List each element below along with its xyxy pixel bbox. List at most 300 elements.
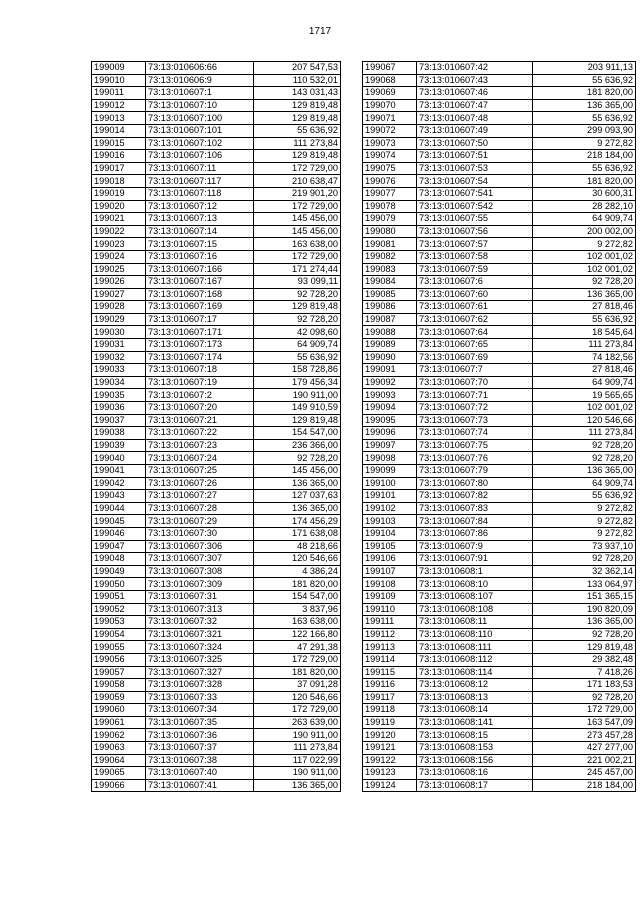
cadastral-number-cell: 73:13:010607:6 [417,276,533,289]
cadastral-value-cell: 263 639,00 [254,716,341,729]
cadastral-value-cell: 55 636,92 [533,490,636,503]
record-number-cell: 199124 [363,779,417,792]
cadastral-value-cell: 55 636,92 [533,313,636,326]
cadastral-number-cell: 73:13:010607:166 [146,263,254,276]
table-row [363,351,636,364]
record-number-cell: 199122 [363,754,417,767]
table-row [92,590,341,603]
record-number-cell: 199014 [92,124,146,137]
record-number-cell: 199035 [92,389,146,402]
table-row [92,187,341,200]
cadastral-value-cell: 163 638,00 [254,616,341,629]
record-number-cell: 199107 [363,565,417,578]
record-number-cell: 199046 [92,527,146,540]
record-number-cell: 199113 [363,641,417,654]
table-row [363,263,636,276]
record-number-cell: 199053 [92,616,146,629]
cadastral-value-cell: 179 456,34 [254,376,341,389]
cadastral-value-cell: 273 457,28 [533,729,636,742]
record-number-cell: 199023 [92,238,146,251]
table-row [363,578,636,591]
table-row [363,276,636,289]
table-row [92,502,341,515]
table-row [92,326,341,339]
record-number-cell: 199031 [92,339,146,352]
cadastral-number-cell: 73:13:010607:24 [146,452,254,465]
table-row [92,301,341,314]
table-row [363,137,636,150]
record-number-cell: 199103 [363,515,417,528]
cadastral-value-cell: 55 636,92 [254,124,341,137]
cadastral-value-cell: 19 565,65 [533,389,636,402]
record-number-cell: 199044 [92,502,146,515]
cadastral-value-cell: 129 819,48 [254,99,341,112]
table-row [92,540,341,553]
cadastral-value-cell: 218 184,00 [533,779,636,792]
record-number-cell: 199094 [363,402,417,415]
record-number-cell: 199097 [363,439,417,452]
cadastral-number-cell: 73:13:010607:14 [146,225,254,238]
cadastral-number-cell: 73:13:010607:46 [417,87,533,100]
cadastral-number-cell: 73:13:010607:42 [417,62,533,75]
table-row [363,691,636,704]
table-row [92,150,341,163]
record-number-cell: 199070 [363,99,417,112]
cadastral-value-cell: 29 382,48 [533,653,636,666]
table-row [92,716,341,729]
cadastral-value-cell: 55 636,92 [533,112,636,125]
cadastral-number-cell: 73:13:010607:29 [146,515,254,528]
cadastral-value-cell: 64 909,74 [254,339,341,352]
table-row [92,402,341,415]
record-number-cell: 199099 [363,465,417,478]
cadastral-value-cell: 172 729,00 [254,653,341,666]
table-row [92,490,341,503]
record-number-cell: 199033 [92,364,146,377]
cadastral-number-cell: 73:13:010607:327 [146,666,254,679]
cadastral-value-cell: 102 001,02 [533,402,636,415]
record-number-cell: 199050 [92,578,146,591]
cadastral-number-cell: 73:13:010606:66 [146,62,254,75]
cadastral-value-cell: 207 547,53 [254,62,341,75]
cadastral-number-cell: 73:13:010607:41 [146,779,254,792]
cadastral-number-cell: 73:13:010607:70 [417,376,533,389]
cadastral-value-cell: 27 818,46 [533,364,636,377]
cadastral-value-cell: 55 636,92 [533,74,636,87]
record-number-cell: 199108 [363,578,417,591]
table-row [92,565,341,578]
table-row [363,452,636,465]
cadastral-number-cell: 73:13:010608:13 [417,691,533,704]
table-row [92,742,341,755]
cadastral-number-cell: 73:13:010608:17 [417,779,533,792]
cadastral-table-right [362,61,636,792]
cadastral-value-cell: 92 728,20 [533,439,636,452]
table-row [363,704,636,717]
record-number-cell: 199110 [363,603,417,616]
cadastral-number-cell: 73:13:010607:47 [417,99,533,112]
table-row [92,704,341,717]
record-number-cell: 199011 [92,87,146,100]
cadastral-value-cell: 145 456,00 [254,465,341,478]
table-row [363,200,636,213]
cadastral-number-cell: 73:13:010607:53 [417,162,533,175]
table-row [363,540,636,553]
cadastral-number-cell: 73:13:010607:40 [146,767,254,780]
table-row [92,427,341,440]
table-row [363,339,636,352]
cadastral-number-cell: 73:13:010607:17 [146,313,254,326]
cadastral-value-cell: 9 272,82 [533,502,636,515]
table-row [363,465,636,478]
record-number-cell: 199071 [363,112,417,125]
table-row [92,276,341,289]
table-row [363,376,636,389]
cadastral-value-cell: 163 547,09 [533,716,636,729]
record-number-cell: 199051 [92,590,146,603]
cadastral-number-cell: 73:13:010607:19 [146,376,254,389]
cadastral-number-cell: 73:13:010607:75 [417,439,533,452]
cadastral-value-cell: 42 098,60 [254,326,341,339]
cadastral-number-cell: 73:13:010607:61 [417,301,533,314]
cadastral-value-cell: 299 093,90 [533,124,636,137]
cadastral-number-cell: 73:13:010607:60 [417,288,533,301]
table-row [92,213,341,226]
cadastral-value-cell: 154 547,00 [254,427,341,440]
cadastral-number-cell: 73:13:010607:306 [146,540,254,553]
table-row [363,565,636,578]
record-number-cell: 199034 [92,376,146,389]
table-row [92,112,341,125]
cadastral-number-cell: 73:13:010607:31 [146,590,254,603]
table-row [363,326,636,339]
table-row [363,62,636,75]
table-row [363,653,636,666]
table-row [363,389,636,402]
cadastral-value-cell: 171 274,44 [254,263,341,276]
record-number-cell: 199017 [92,162,146,175]
table-row [92,162,341,175]
cadastral-number-cell: 73:13:010607:307 [146,553,254,566]
cadastral-value-cell: 64 909,74 [533,376,636,389]
table-row [92,137,341,150]
record-number-cell: 199090 [363,351,417,364]
table-row [363,414,636,427]
cadastral-number-cell: 73:13:010607:28 [146,502,254,515]
cadastral-value-cell: 92 728,20 [254,313,341,326]
cadastral-value-cell: 172 729,00 [254,250,341,263]
record-number-cell: 199088 [363,326,417,339]
record-number-cell: 199009 [92,62,146,75]
cadastral-number-cell: 73:13:010607:80 [417,477,533,490]
cadastral-value-cell: 32 362,14 [533,565,636,578]
cadastral-value-cell: 172 729,00 [533,704,636,717]
cadastral-value-cell: 120 546,66 [254,691,341,704]
table-row [363,187,636,200]
table-row [363,590,636,603]
cadastral-number-cell: 73:13:010607:25 [146,465,254,478]
table-row [363,250,636,263]
table-row [363,742,636,755]
cadastral-number-cell: 73:13:010607:36 [146,729,254,742]
cadastral-value-cell: 9 272,82 [533,527,636,540]
cadastral-value-cell: 181 820,00 [254,578,341,591]
cadastral-value-cell: 64 909,74 [533,477,636,490]
table-row [363,74,636,87]
cadastral-value-cell: 221 002,21 [533,754,636,767]
record-number-cell: 199105 [363,540,417,553]
cadastral-value-cell: 143 031,43 [254,87,341,100]
table-row [363,641,636,654]
record-number-cell: 199024 [92,250,146,263]
table-row [92,553,341,566]
cadastral-number-cell: 73:13:010608:108 [417,603,533,616]
cadastral-value-cell: 145 456,00 [254,225,341,238]
cadastral-number-cell: 73:13:010607:37 [146,742,254,755]
record-number-cell: 199012 [92,99,146,112]
record-number-cell: 199111 [363,616,417,629]
table-row [363,364,636,377]
record-number-cell: 199063 [92,742,146,755]
table-row [363,301,636,314]
cadastral-value-cell: 172 729,00 [254,704,341,717]
cadastral-number-cell: 73:13:010607:74 [417,427,533,440]
record-number-cell: 199039 [92,439,146,452]
record-number-cell: 199028 [92,301,146,314]
table-row [363,238,636,251]
cadastral-value-cell: 117 022,99 [254,754,341,767]
cadastral-value-cell: 111 273,84 [533,427,636,440]
table-row [363,288,636,301]
record-number-cell: 199026 [92,276,146,289]
cadastral-number-cell: 73:13:010607:321 [146,628,254,641]
record-number-cell: 199043 [92,490,146,503]
table-row [92,767,341,780]
cadastral-value-cell: 92 728,20 [254,288,341,301]
cadastral-number-cell: 73:13:010608:15 [417,729,533,742]
cadastral-number-cell: 73:13:010607:541 [417,187,533,200]
cadastral-number-cell: 73:13:010607:30 [146,527,254,540]
table-row [363,527,636,540]
record-number-cell: 199045 [92,515,146,528]
table-row [92,754,341,767]
cadastral-number-cell: 73:13:010607:38 [146,754,254,767]
table-row [92,364,341,377]
cadastral-number-cell: 73:13:010607:86 [417,527,533,540]
cadastral-value-cell: 136 365,00 [533,465,636,478]
cadastral-value-cell: 4 386,24 [254,565,341,578]
cadastral-number-cell: 73:13:010607:1 [146,87,254,100]
cadastral-number-cell: 73:13:010607:106 [146,150,254,163]
cadastral-value-cell: 102 001,02 [533,250,636,263]
cadastral-number-cell: 73:13:010607:43 [417,74,533,87]
cadastral-number-cell: 73:13:010607:9 [417,540,533,553]
cadastral-number-cell: 73:13:010607:83 [417,502,533,515]
cadastral-number-cell: 73:13:010607:71 [417,389,533,402]
cadastral-value-cell: 171 183,53 [533,679,636,692]
record-number-cell: 199100 [363,477,417,490]
cadastral-number-cell: 73:13:010607:117 [146,175,254,188]
cadastral-number-cell: 73:13:010607:167 [146,276,254,289]
record-number-cell: 199037 [92,414,146,427]
cadastral-number-cell: 73:13:010607:49 [417,124,533,137]
table-row [92,679,341,692]
record-number-cell: 199018 [92,175,146,188]
cadastral-number-cell: 73:13:010606:9 [146,74,254,87]
cadastral-value-cell: 174 456,29 [254,515,341,528]
cadastral-value-cell: 200 002,00 [533,225,636,238]
table-row [363,175,636,188]
table-row [363,729,636,742]
record-number-cell: 199083 [363,263,417,276]
table-row [363,716,636,729]
table-row [363,515,636,528]
cadastral-value-cell: 149 910,59 [254,402,341,415]
cadastral-number-cell: 73:13:010607:100 [146,112,254,125]
table-row [92,666,341,679]
cadastral-number-cell: 73:13:010607:20 [146,402,254,415]
cadastral-value-cell: 3 837,96 [254,603,341,616]
record-number-cell: 199029 [92,313,146,326]
record-number-cell: 199015 [92,137,146,150]
record-number-cell: 199061 [92,716,146,729]
cadastral-value-cell: 129 819,48 [254,112,341,125]
cadastral-value-cell: 190 911,00 [254,389,341,402]
record-number-cell: 199077 [363,187,417,200]
cadastral-number-cell: 73:13:010608:11 [417,616,533,629]
record-number-cell: 199019 [92,187,146,200]
table-row [92,578,341,591]
cadastral-value-cell: 171 638,08 [254,527,341,540]
cadastral-value-cell: 9 272,82 [533,515,636,528]
cadastral-value-cell: 203 911,13 [533,62,636,75]
table-row [92,124,341,137]
record-number-cell: 199064 [92,754,146,767]
table-row [92,351,341,364]
record-number-cell: 199016 [92,150,146,163]
table-row [363,603,636,616]
cadastral-value-cell: 64 909,74 [533,213,636,226]
cadastral-number-cell: 73:13:010607:11 [146,162,254,175]
cadastral-number-cell: 73:13:010607:313 [146,603,254,616]
cadastral-number-cell: 73:13:010607:16 [146,250,254,263]
cadastral-number-cell: 73:13:010608:14 [417,704,533,717]
cadastral-number-cell: 73:13:010607:69 [417,351,533,364]
cadastral-number-cell: 73:13:010607:15 [146,238,254,251]
cadastral-number-cell: 73:13:010607:23 [146,439,254,452]
cadastral-number-cell: 73:13:010607:32 [146,616,254,629]
record-number-cell: 199084 [363,276,417,289]
cadastral-number-cell: 73:13:010607:2 [146,389,254,402]
cadastral-number-cell: 73:13:010607:35 [146,716,254,729]
record-number-cell: 199049 [92,565,146,578]
table-row [363,124,636,137]
cadastral-number-cell: 73:13:010607:174 [146,351,254,364]
record-number-cell: 199041 [92,465,146,478]
record-number-cell: 199073 [363,137,417,150]
cadastral-value-cell: 172 729,00 [254,200,341,213]
table-row [92,439,341,452]
cadastral-number-cell: 73:13:010607:48 [417,112,533,125]
cadastral-number-cell: 73:13:010608:111 [417,641,533,654]
table-row [363,628,636,641]
table-row [92,376,341,389]
table-row [363,477,636,490]
record-number-cell: 199079 [363,213,417,226]
cadastral-number-cell: 73:13:010607:325 [146,653,254,666]
cadastral-number-cell: 73:13:010607:169 [146,301,254,314]
table-row [92,175,341,188]
record-number-cell: 199047 [92,540,146,553]
record-number-cell: 199067 [363,62,417,75]
cadastral-value-cell: 9 272,82 [533,238,636,251]
page-number: 1717 [308,26,332,37]
record-number-cell: 199085 [363,288,417,301]
cadastral-number-cell: 73:13:010607:26 [146,477,254,490]
cadastral-number-cell: 73:13:010607:10 [146,99,254,112]
cadastral-value-cell: 427 277,00 [533,742,636,755]
cadastral-value-cell: 136 365,00 [533,616,636,629]
cadastral-value-cell: 92 728,20 [533,691,636,704]
table-row [92,452,341,465]
record-number-cell: 199030 [92,326,146,339]
record-number-cell: 199081 [363,238,417,251]
cadastral-number-cell: 73:13:010607:91 [417,553,533,566]
cadastral-value-cell: 133 064,97 [533,578,636,591]
record-number-cell: 199057 [92,666,146,679]
table-row [92,339,341,352]
table-row [363,87,636,100]
record-number-cell: 199076 [363,175,417,188]
cadastral-table-left [91,61,341,792]
cadastral-value-cell: 158 728,86 [254,364,341,377]
cadastral-number-cell: 73:13:010608:10 [417,578,533,591]
cadastral-value-cell: 151 365,15 [533,590,636,603]
table-row [363,490,636,503]
cadastral-number-cell: 73:13:010608:16 [417,767,533,780]
cadastral-value-cell: 120 546,66 [254,553,341,566]
record-number-cell: 199104 [363,527,417,540]
table-row [92,288,341,301]
cadastral-value-cell: 172 729,00 [254,162,341,175]
cadastral-value-cell: 190 820,09 [533,603,636,616]
record-number-cell: 199036 [92,402,146,415]
cadastral-value-cell: 219 901,20 [254,187,341,200]
table-row [363,502,636,515]
cadastral-number-cell: 73:13:010608:141 [417,716,533,729]
cadastral-number-cell: 73:13:010607:50 [417,137,533,150]
record-number-cell: 199114 [363,653,417,666]
table-row [363,439,636,452]
cadastral-number-cell: 73:13:010607:54 [417,175,533,188]
table-row [363,112,636,125]
cadastral-value-cell: 47 291,38 [254,641,341,654]
cadastral-value-cell: 236 366,00 [254,439,341,452]
cadastral-value-cell: 9 272,82 [533,137,636,150]
record-number-cell: 199123 [363,767,417,780]
record-number-cell: 199040 [92,452,146,465]
cadastral-value-cell: 181 820,00 [533,175,636,188]
record-number-cell: 199109 [363,590,417,603]
record-number-cell: 199058 [92,679,146,692]
cadastral-value-cell: 92 728,20 [533,628,636,641]
cadastral-number-cell: 73:13:010607:51 [417,150,533,163]
cadastral-value-cell: 154 547,00 [254,590,341,603]
cadastral-number-cell: 73:13:010607:18 [146,364,254,377]
cadastral-value-cell: 129 819,48 [254,301,341,314]
record-number-cell: 199112 [363,628,417,641]
cadastral-number-cell: 73:13:010608:112 [417,653,533,666]
